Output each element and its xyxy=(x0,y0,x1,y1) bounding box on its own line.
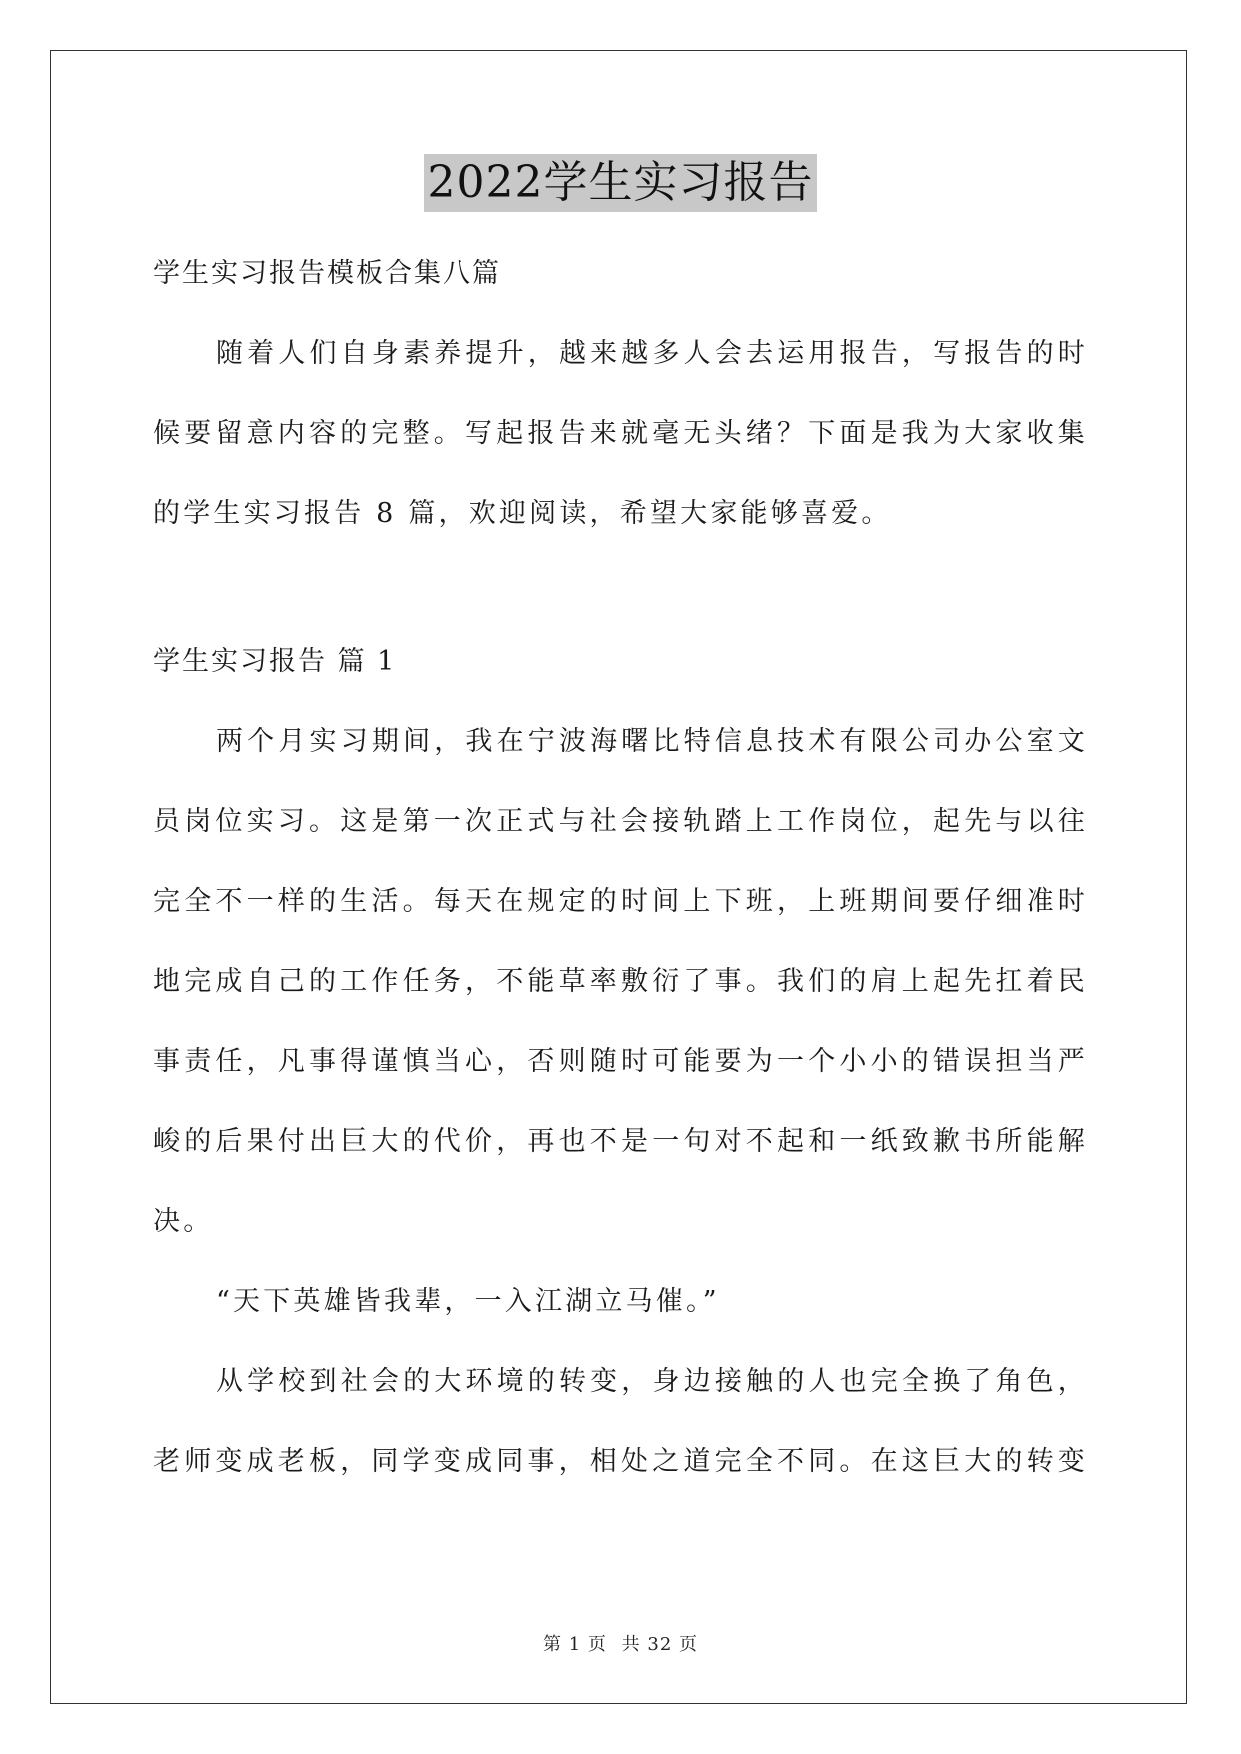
page-total: 共 32 页 xyxy=(621,1634,698,1655)
document-body xyxy=(153,234,1088,1502)
paragraph-line: 事责任，凡事得谨慎当心，否则随时可能要为一个小小的错误担当严 xyxy=(153,1046,1088,1077)
paragraph-line: 峻的后果付出巨大的代价，再也不是一句对不起和一纸致歉书所能解 xyxy=(153,1126,1088,1157)
page-number: 第 1 页 xyxy=(543,1634,607,1655)
paragraph-line: 地完成自己的工作任务，不能草率敷衍了事。我们的肩上起先扛着民 xyxy=(153,966,1088,997)
paragraph-line: 从学校到社会的大环境的转变，身边接触的人也完全换了角色， xyxy=(216,1366,1088,1397)
paragraph-line: 老师变成老板，同学变成同事，相处之道完全不同。在这巨大的转变 xyxy=(153,1446,1088,1477)
paragraph-line: 完全不一样的生活。每天在规定的时间上下班，上班期间要仔细准时 xyxy=(153,886,1088,917)
intro-line: 候要留意内容的完整。写起报告来就毫无头绪？下面是我为大家收集 xyxy=(153,418,1088,449)
title-container xyxy=(0,154,1241,212)
page-footer xyxy=(0,1630,1241,1656)
paragraph-line: 两个月实习期间，我在宁波海曙比特信息技术有限公司办公室文 xyxy=(216,726,1088,757)
document-title: 2022学生实习报告 xyxy=(424,154,818,212)
intro-line: 的学生实习报告 8 篇，欢迎阅读，希望大家能够喜爱。 xyxy=(153,498,892,529)
paragraph-line: 决。 xyxy=(153,1206,214,1237)
section-heading: 学生实习报告 篇 1 xyxy=(153,646,397,677)
subtitle: 学生实习报告模板合集八篇 xyxy=(153,258,501,289)
paragraph-line: 员岗位实习。这是第一次正式与社会接轨踏上工作岗位，起先与以往 xyxy=(153,806,1088,837)
spacer xyxy=(153,554,1088,622)
quote-line: “天下英雄皆我辈，一入江湖立马催。” xyxy=(216,1286,720,1317)
intro-line: 随着人们自身素养提升，越来越多人会去运用报告，写报告的时 xyxy=(216,338,1088,369)
